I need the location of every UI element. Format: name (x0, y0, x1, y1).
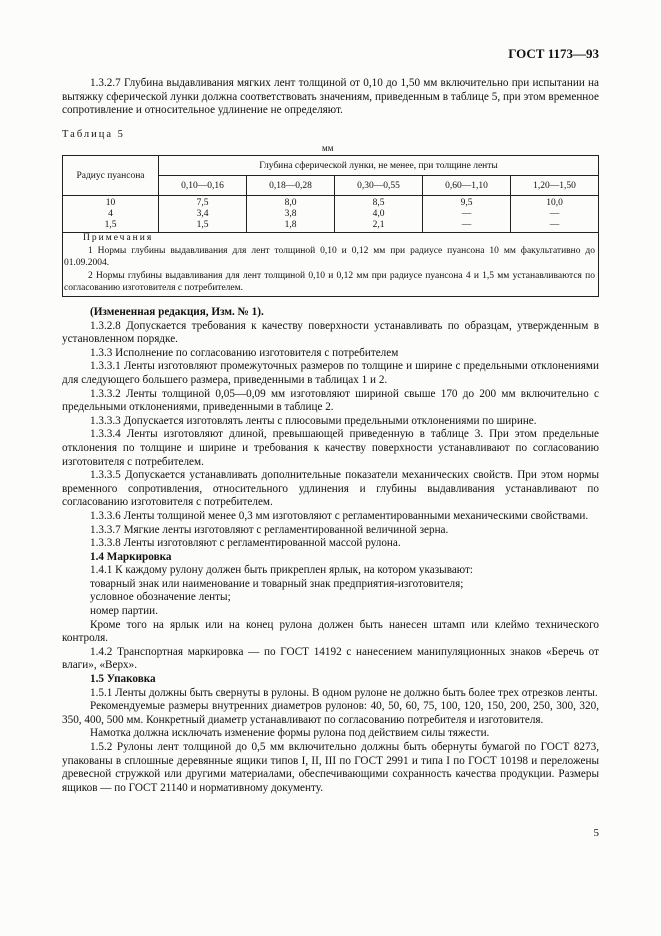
list-item: номер партии. (90, 605, 158, 618)
radius-cell: 10 4 1,5 (63, 196, 159, 233)
table-notes (62, 232, 599, 297)
thickness-header: 0,10—0,16 (159, 176, 247, 196)
note-2: 2 Нормы глубины выдавливания для лент толщиной 0,10 и 0,12 мм при радиусе пуансона 4 и 1,5 мм устанавливаются по согласованию изготовителя с потребителем. (64, 270, 595, 293)
value-cell: 8,0 3,8 1,8 (247, 196, 335, 233)
list-item: условное обозначение ленты; (90, 591, 231, 604)
thickness-header: 0,30—0,55 (335, 176, 423, 196)
value-cell: 7,5 3,4 1,5 (159, 196, 247, 233)
col-radius-header: Радиус пуансона (63, 156, 159, 196)
doc-code: ГОСТ 1173—93 (508, 46, 599, 61)
notes-title: Примечания (83, 233, 154, 243)
page-number: 5 (593, 827, 599, 839)
col-group-header: Глубина сферической лунки, не менее, при толщине ленты (159, 156, 599, 176)
amendment-note: (Измененная редакция, Изм. № 1). (90, 306, 264, 318)
note-1: 1 Нормы глубины выдавливания для лент толщиной 0,10 и 0,12 мм при радиусе пуансона 10 мм факультативно до 01.09.2004. (64, 245, 595, 268)
thickness-header: 0,18—0,28 (247, 176, 335, 196)
section-heading: 1.4 Маркировка (90, 550, 172, 563)
thickness-header: 0,60—1,10 (423, 176, 511, 196)
value-cell: 9,5 — — (423, 196, 511, 233)
value-cell: 10,0 — — (511, 196, 599, 233)
value-cell: 8,5 4,0 2,1 (335, 196, 423, 233)
section-heading: 1.5 Упаковка (90, 673, 156, 686)
body-text: (Измененная редакция, Изм. № 1). 1.3.2.8 Допускается требования к качеству поверхности устанавливать по образцам, утвержденным в установленном порядке. 1.3.3 Исполнение по согласованию изготовителя с потребителем 1.3.3.1 Ленты изготовляют промежуточных размеров по толщине и ширине с предельными отклонениями для следующего большего размера, приведенными в таблицах 1 и 2. 1.3.3.2 Ленты толщиной 0,05—0,09 мм изготовляют шириной свыше 170 до 200 мм включительно с предельными отклонениями, приведенными в таблице 2. 1.3.3.3 Допускается изготовлять ленты с плюсовыми предельными отклонениями по ширине. 1.3.3.4 Ленты изготовляют длиной, превышающей приведенную в таблице 3. При этом предельные отклонения по толщине и ширине и требования к качеству поверхности устанавливают по согласованию изготовителя с потребителем. 1.3.3.5 Допускается устанавливать дополнительные показатели механических свойств. При этом нормы временного сопротивления, относительного удлинения и глубины выдавливания устанавливают по согласованию изготовителя с потребителем. 1.3.3.6 Ленты толщиной менее 0,3 мм изготовляют с регламентированными механическими свойствами. 1.3.3.7 Мягкие ленты изготовляют с регламентированной величиной зерна. 1.3.3.8 Ленты изготовляют с регламентированной массой рулона. 1.4 Маркировка 1.4.1 К каждому рулону должен быть прикреплен ярлык, на котором указывают: товарный знак или наименование и товарный знак предприятия-изготовителя; условное обозначение ленты; номер партии. Кроме того на ярлык или на конец рулона должен быть нанесен штамп или клеймо технического контроля. 1.4.2 Транспортная маркировка — по ГОСТ 14192 с нанесением манипуляционных знаков «Беречь от влаги», «Верх». 1.5 Упаковка 1.5.1 Ленты должны быть свернуты в рулоны. В одном рулоне не должно быть более трех отрезков ленты. Рекомендуемые размеры внутренних диаметров рулонов: 40, 50, 60, 75, 100, 120, 150, 200, 250, 300, 320, 350, 400, 500 мм. Конкретный диаметр устанавливают по согласованию потребителя и изготовителя. Намотка должна исключать изменение формы рулона под действием силы тяжести. 1.5.2 Рулоны лент толщиной до 0,5 мм включительно должны быть обернуты бумагой по ГОСТ 8273, упакованы в сплошные деревянные ящики типов I, II, III по ГОСТ 2991 и типа I по ГОСТ 10198 и переложены древесной стружкой или другими материалами, обеспечивающими сохранность качества продукции. Размеры ящиков — по ГОСТ 21140 и нормативному документу. (62, 306, 599, 794)
para-1327: 1.3.2.7 Глубина выдавливания мягких лент толщиной от 0,10 до 1,50 мм включительно при испытании на вытяжку сферической лунки должна соответствовать значениям, приведенным в таблице 5, при этом временное сопротивление и относительное удлинение не определяют. (62, 77, 599, 117)
table-title: Таблица 5 (62, 129, 125, 140)
table-5 (62, 155, 599, 233)
thickness-header: 1,20—1,50 (511, 176, 599, 196)
table-unit: мм (322, 143, 334, 153)
list-item: товарный знак или наименование и товарный знак предприятия-изготовителя; (90, 577, 464, 590)
